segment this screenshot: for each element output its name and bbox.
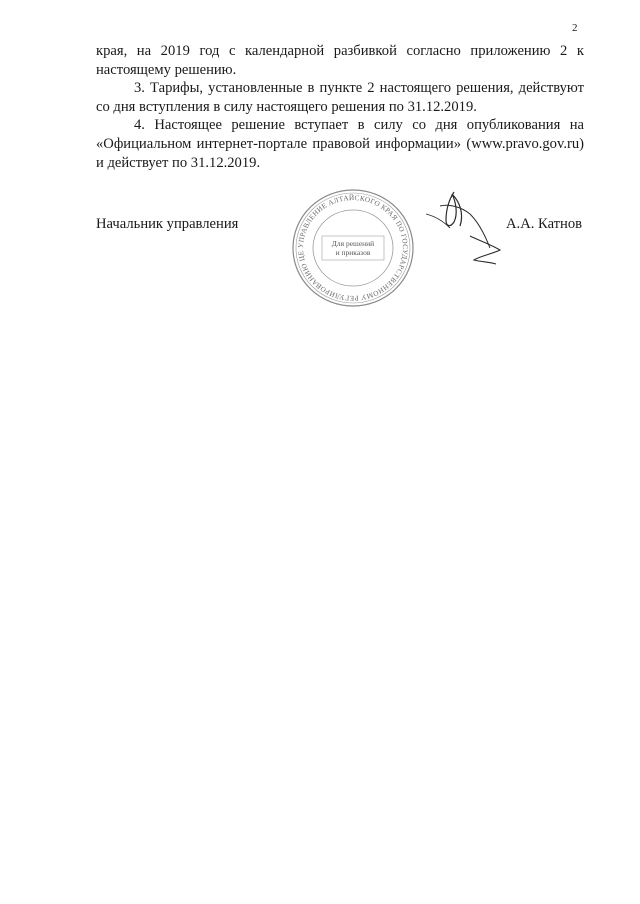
official-seal-stamp [288, 186, 418, 310]
signature-name: А.А. Катнов [506, 216, 583, 232]
seal-center-line-1: Для решений [331, 239, 375, 248]
paragraph-3: 3. Тарифы, установленные в пункте 2 настоящего решения, действуют со дня вступления в силу настоящего решения по 31.12.2019. [96, 80, 584, 115]
seal-center-line-2: и приказов [335, 248, 371, 257]
page-number: 2 [572, 22, 578, 34]
paragraph-4: 4. Настоящее решение вступает в силу со дня опубликования на «Официальном интернет-портале правовой информации» (www.pravo.gov.ru) и действует по 31.12.2019. [96, 117, 584, 171]
handwritten-signature [420, 184, 520, 274]
seal-ring-text: УПРАВЛЕНИЕ АЛТАЙСКОГО КРАЯ ПО ГОСУДАРСТВЕННОМУ РЕГУЛИРОВАНИЮ ЦЕ [296, 193, 410, 303]
document-body [96, 42, 584, 172]
signature-icon [420, 184, 520, 274]
paragraph-continuation: края, на 2019 год с календарной разбивкой согласно приложению 2 к настоящему решению. [96, 43, 584, 78]
signature-title: Начальник управления [96, 216, 239, 232]
seal-center [322, 239, 384, 257]
